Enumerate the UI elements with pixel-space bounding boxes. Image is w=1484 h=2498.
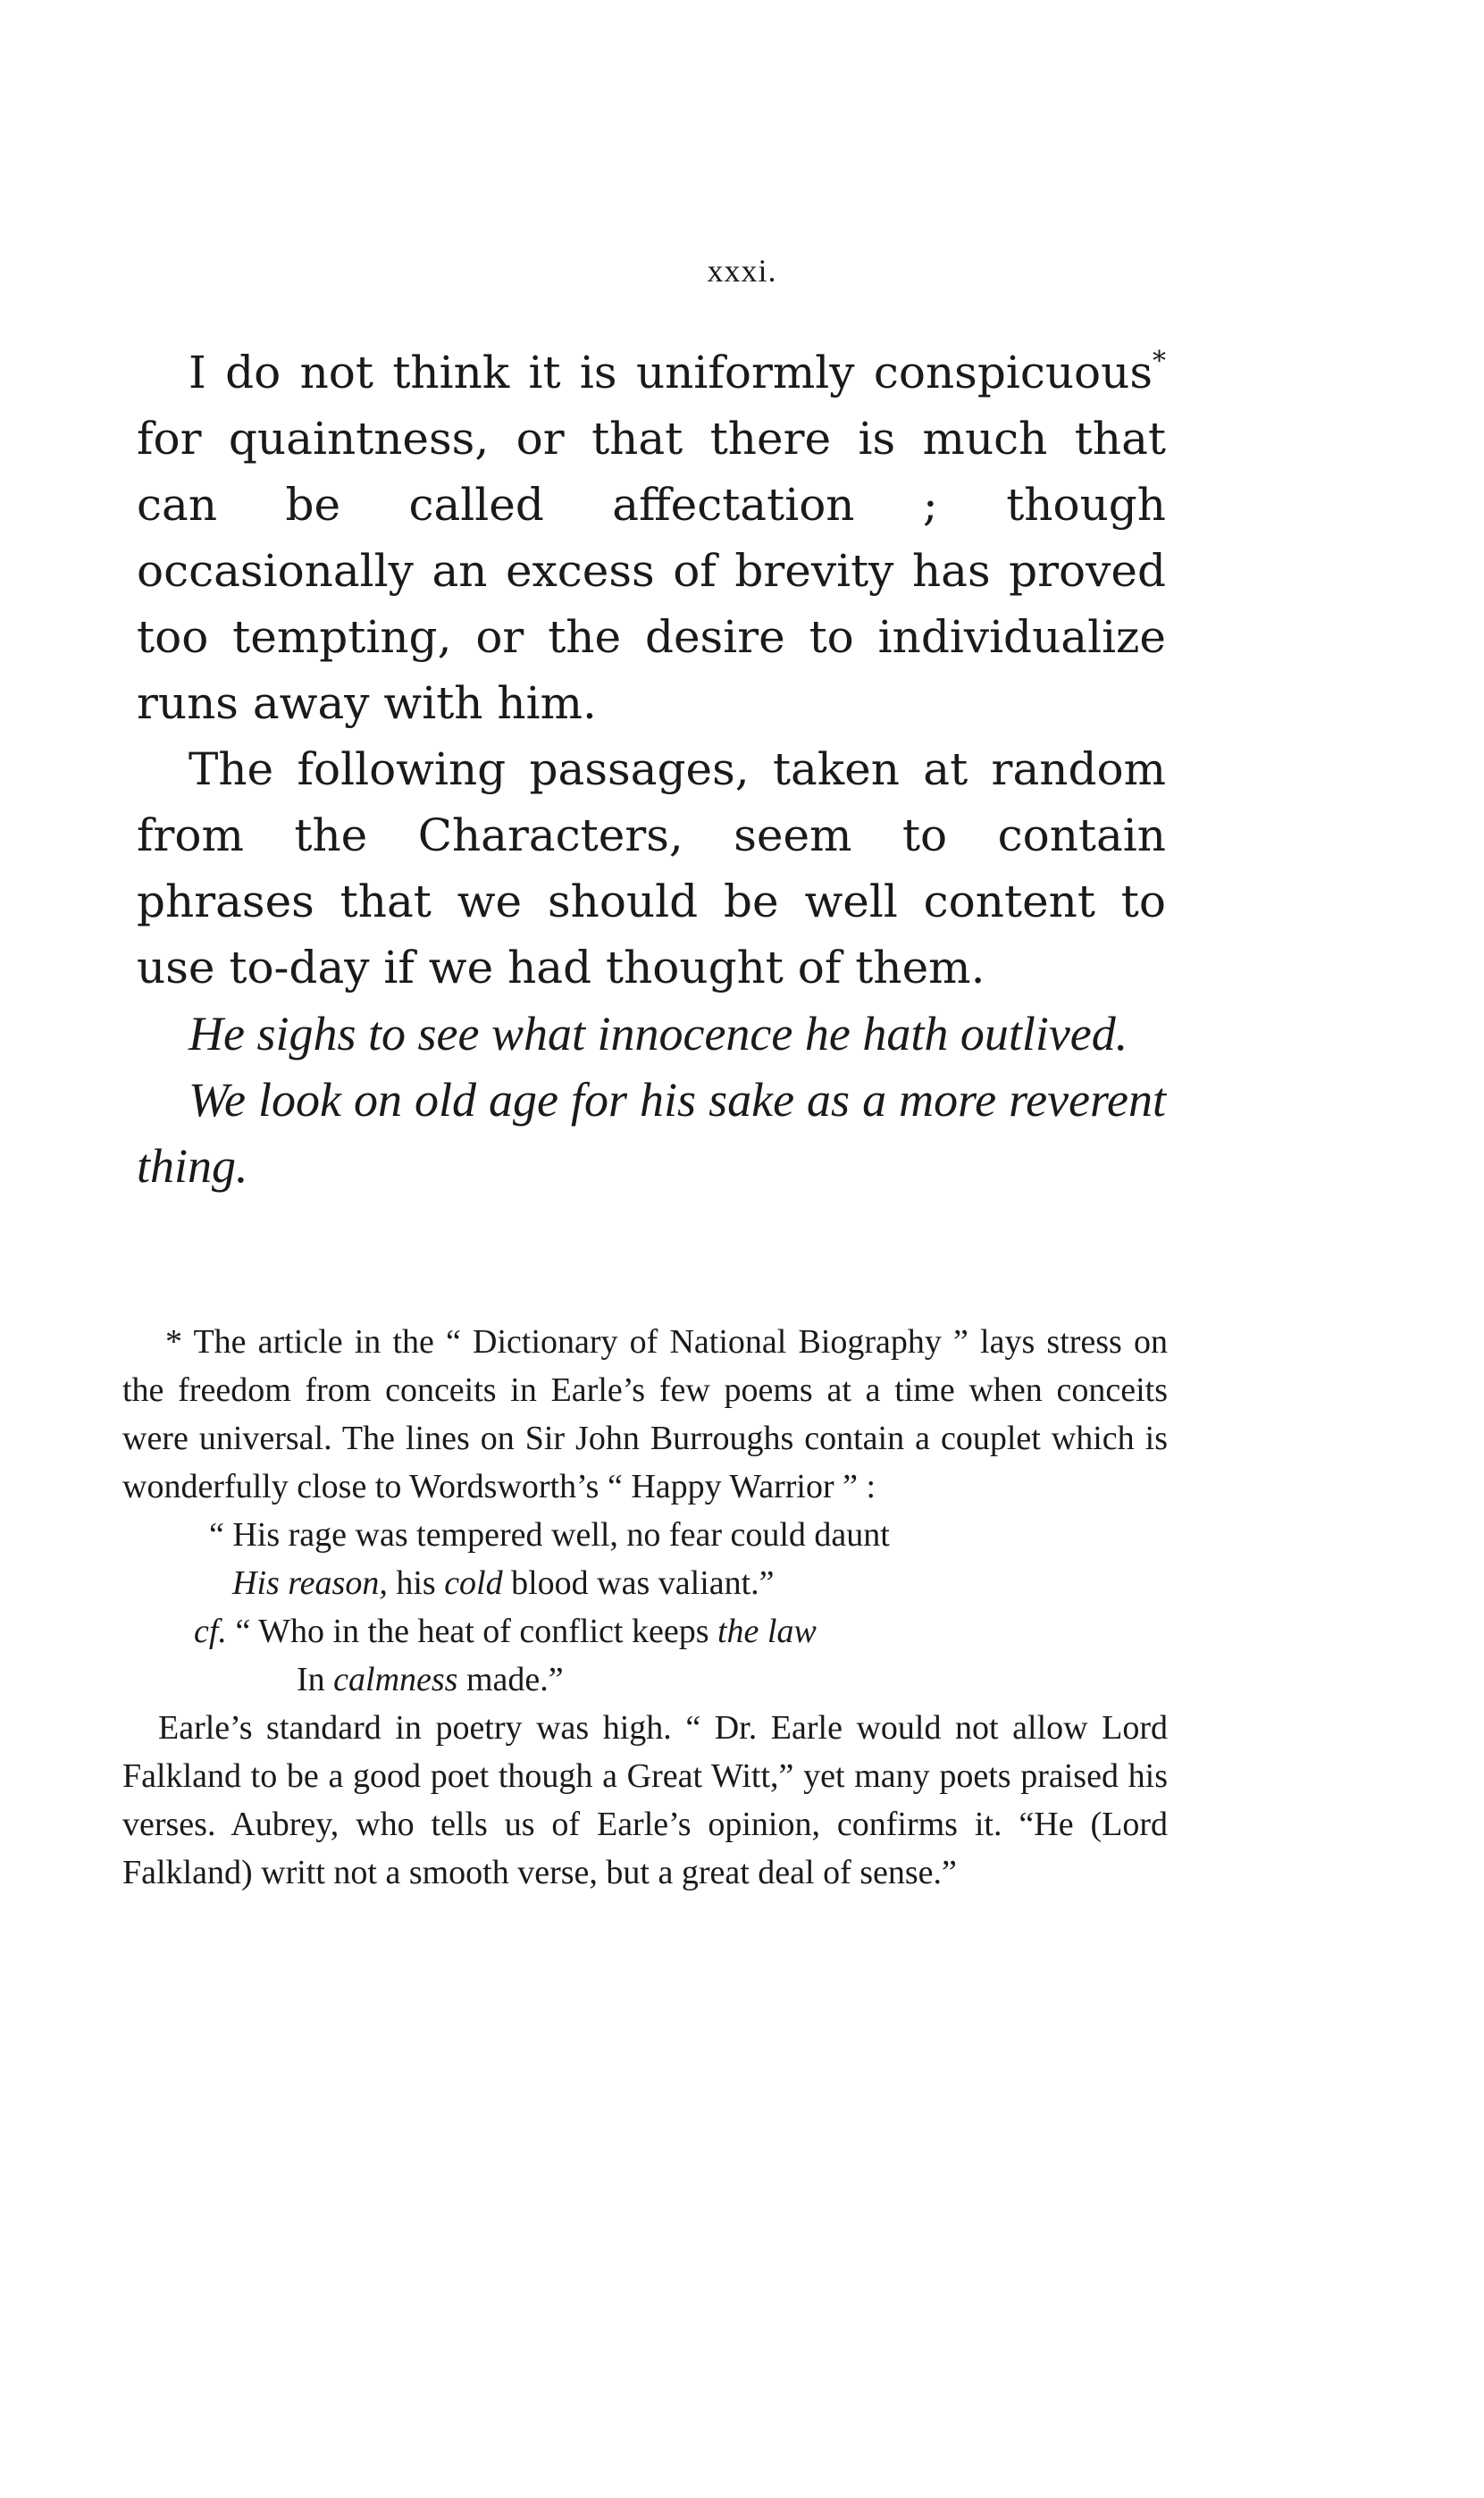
verse-italic: cold bbox=[444, 1564, 503, 1602]
verse-text: made.” bbox=[457, 1661, 564, 1698]
paragraph-text-continued: for quaintness, or that there is much that can be called affectation ; though occasionally an excess of brevity has proved too tempting, or the desire to individualize runs away with him. bbox=[137, 413, 1166, 729]
footnote bbox=[122, 1318, 1168, 1897]
footnote-intro bbox=[122, 1318, 1168, 1511]
footnote-intro-text: The article in the “ Dictionary of National Biography ” lays stress on the freedom from conceits in Earle’s few poems at a time when conceits were universal. The lines on Sir John Burroughs contain a couplet which is wonderfully close to Wordsworth’s “ Happy Warrior ” : bbox=[122, 1323, 1168, 1505]
verse-line bbox=[122, 1559, 1168, 1607]
verse-line bbox=[122, 1656, 1168, 1704]
italic-quote: We look on old age for his sake as a more reverent thing. bbox=[137, 1073, 1166, 1193]
verse-line bbox=[122, 1607, 1168, 1656]
footnote-closing: Earle’s standard in poetry was high. “ Dr. Earle would not allow Lord Falkland to be a good poet though a Great Witt,” yet many poets praised his verses. Aubrey, who tells us of Earle’s opinion, confirms it. “He (Lord Falkland) writt not a smooth verse, but a great deal of sense.” bbox=[122, 1709, 1168, 1891]
verse-text: “ Who in the heat of conflict keeps bbox=[226, 1613, 717, 1650]
verse-italic: calmness bbox=[333, 1661, 458, 1698]
verse-line: “ His rage was tempered well, no fear could daunt bbox=[209, 1516, 890, 1554]
verse-italic: the law bbox=[717, 1613, 817, 1650]
verse-italic: His reason, bbox=[232, 1564, 388, 1602]
page-number: xxxi. bbox=[707, 253, 777, 289]
verse-text: his bbox=[387, 1564, 445, 1602]
verse-text: blood was valiant.” bbox=[502, 1564, 775, 1602]
italic-quote: He sighs to see what innocence he hath outlived. bbox=[189, 1007, 1128, 1060]
paragraph bbox=[137, 339, 1166, 736]
paragraph-text: I do not think it is uniformly conspicuous bbox=[189, 347, 1153, 398]
footnote-marker: * bbox=[1153, 346, 1166, 377]
footnote-marker: * bbox=[165, 1323, 182, 1361]
paragraph: The following passages, taken at random from the Characters, seem to contain phrases that we should be well content to use to-day if we had thought of them. bbox=[137, 743, 1166, 993]
main-text bbox=[137, 339, 1166, 1199]
verse-quotation bbox=[122, 1511, 1168, 1704]
verse-italic: cf. bbox=[194, 1613, 227, 1650]
verse-text: In bbox=[297, 1661, 334, 1698]
